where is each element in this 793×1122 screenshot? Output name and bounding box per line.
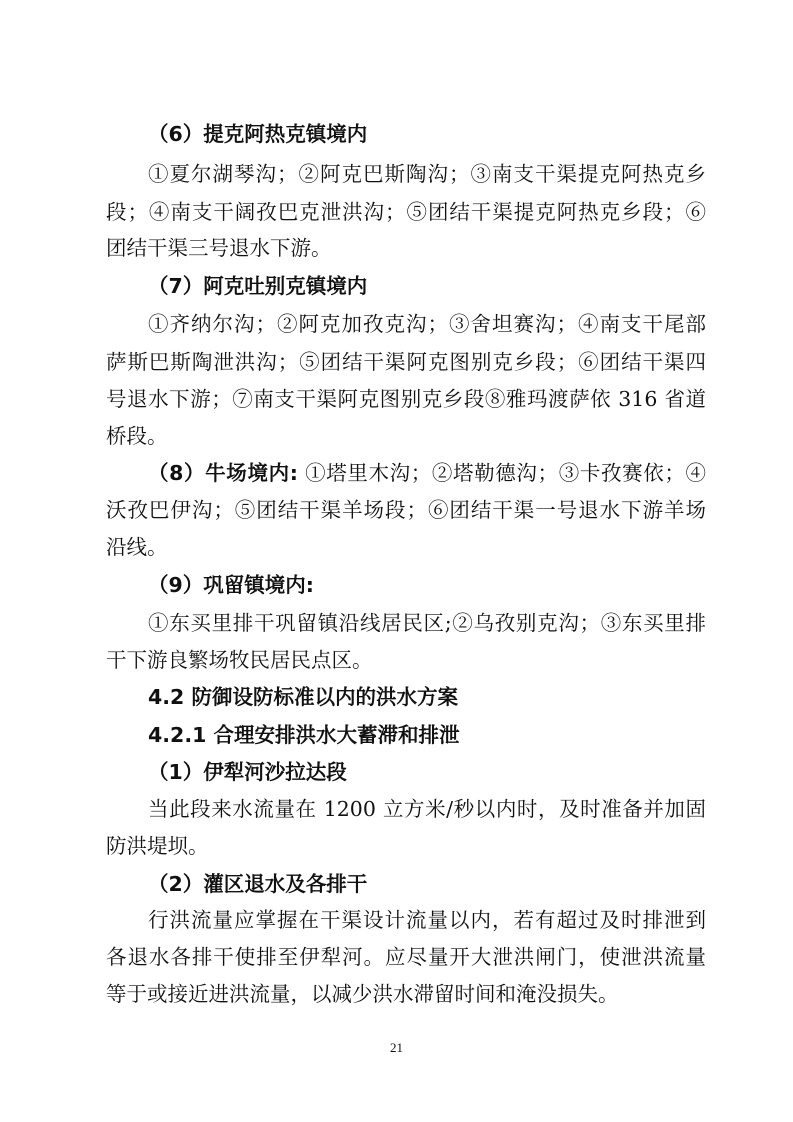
paragraph-line: 行洪流量应掌握在干渠设计流量以内，若有超过及时排泄到 bbox=[148, 908, 706, 932]
paragraph-line: 等于或接近进洪流量，以减少洪水滞留时间和淹没损失。 bbox=[106, 982, 619, 1006]
section-8-inline-text: ①塔里木沟；②塔勒德沟；③卡孜赛依；④ bbox=[297, 461, 707, 485]
paragraph-line: 干下游良繁场牧民居民点区。 bbox=[106, 648, 373, 672]
paragraph-line: 桥段。 bbox=[106, 424, 168, 448]
subsection-heading-2: （2）灌区退水及各排干 bbox=[148, 872, 368, 896]
paragraph-line: ①齐纳尔沟；②阿克加孜克沟；③舍坦赛沟；④南支干尾部 bbox=[148, 312, 706, 336]
paragraph-line: 萨斯巴斯陶泄洪沟；⑤团结干渠阿克图别克乡段；⑥团结干渠四 bbox=[106, 350, 706, 374]
section-heading-8: （8）牛场境内: bbox=[148, 461, 298, 485]
section-8-first-line bbox=[148, 455, 706, 491]
section-heading-7: （7）阿克吐别克镇境内 bbox=[148, 274, 368, 298]
paragraph-line: 段；④南支干阔孜巴克泄洪沟；⑤团结干渠提克阿热克乡段；⑥ bbox=[106, 200, 706, 224]
paragraph-line: ①夏尔湖琴沟；②阿克巴斯陶沟；③南支干渠提克阿热克乡 bbox=[148, 162, 706, 186]
paragraph-line: 防洪堤坝。 bbox=[106, 834, 209, 858]
subsection-heading-1: （1）伊犁河沙拉达段 bbox=[148, 760, 347, 784]
section-heading-9: （9）巩留镇境内: bbox=[148, 573, 314, 597]
paragraph-line: 沿线。 bbox=[106, 535, 168, 559]
paragraph-line: 号退水下游；⑦南支干渠阿克图别克乡段⑧雅玛渡萨依 316 省道 bbox=[106, 387, 706, 411]
paragraph-line: 团结干渠三号退水下游。 bbox=[106, 236, 332, 260]
section-heading-4-2-1: 4.2.1 合理安排洪水大蓄滞和排泄 bbox=[148, 723, 460, 747]
page-number: 21 bbox=[390, 1040, 403, 1055]
paragraph-line: 沃孜巴伊沟；⑤团结干渠羊场段；⑥团结干渠一号退水下游羊场 bbox=[106, 498, 706, 522]
paragraph-line: ①东买里排干巩留镇沿线居民区;②乌孜别克沟；③东买里排 bbox=[148, 611, 706, 635]
paragraph-line: 各退水各排干使排至伊犁河。应尽量开大泄洪闸门，使泄洪流量 bbox=[106, 945, 706, 969]
paragraph-line: 当此段来水流量在 1200 立方米/秒以内时，及时准备并加固 bbox=[148, 797, 706, 821]
section-heading-4-2: 4.2 防御设防标准以内的洪水方案 bbox=[148, 685, 458, 709]
section-heading-6: （6）提克阿热克镇境内 bbox=[148, 122, 368, 146]
